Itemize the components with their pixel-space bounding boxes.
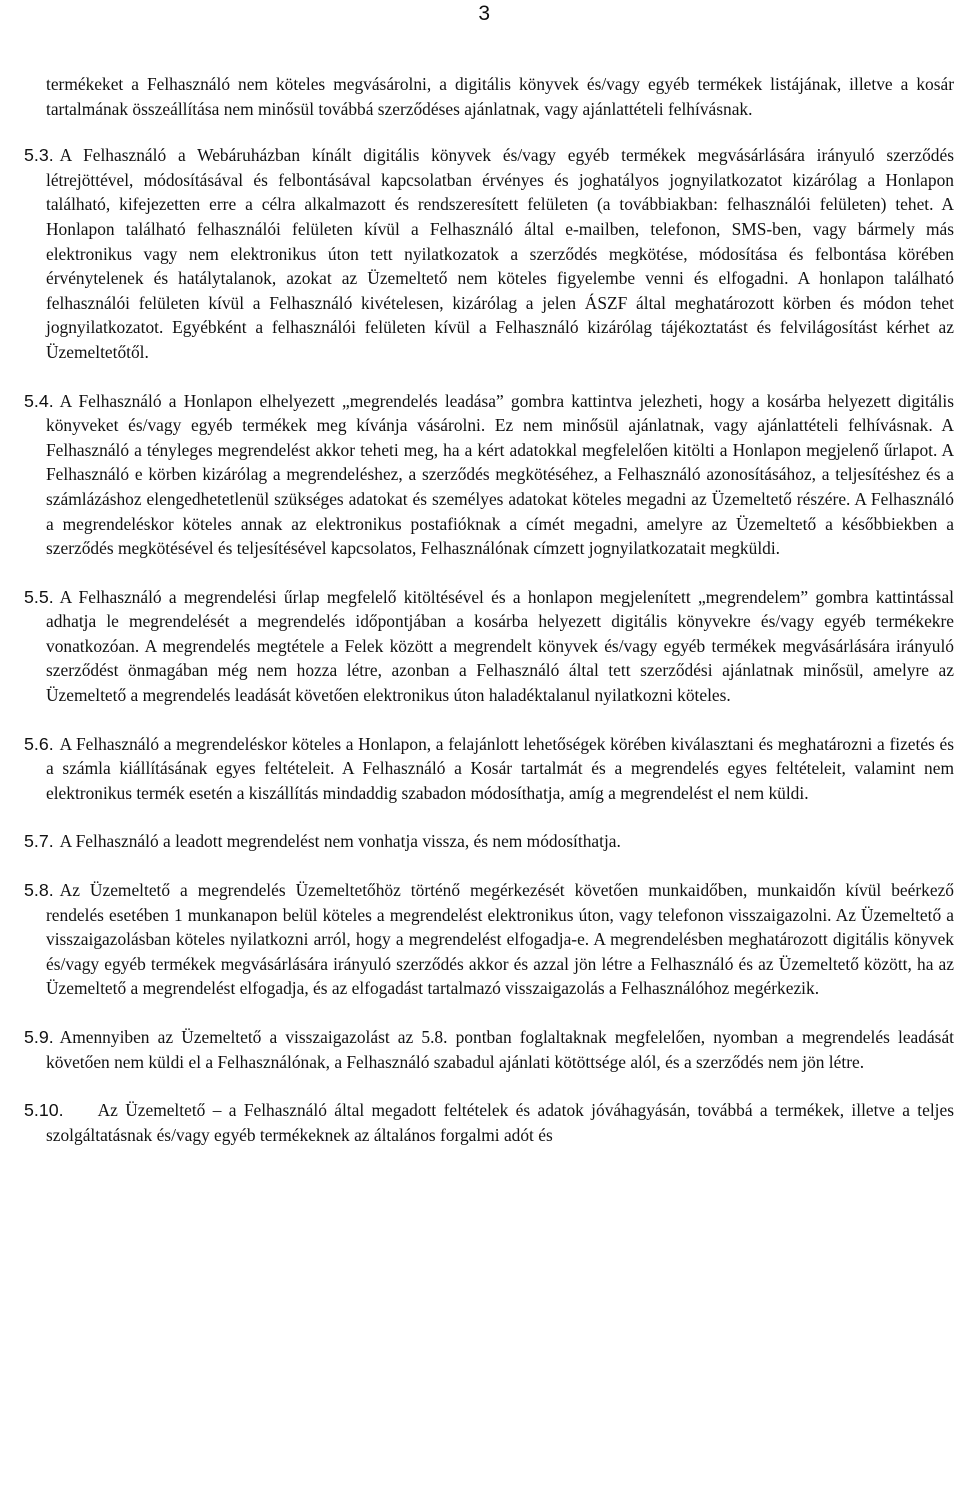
section-number: 5.5.: [24, 586, 54, 607]
section-number: 5.3.: [24, 145, 54, 166]
section-5-9: [24, 1025, 954, 1074]
section-number: 5.4.: [24, 390, 54, 411]
section-text: Az Üzemeltető a megrendelés Üzemeltetőhöz történő megérkezését követően munkaidőben, munkaidőn kívül beérkező rendelés esetében 1 munkanapon belül köteles a megrendelést elektronikus úton, vagy telefonon visszaigazolni. Az Üzemeltető a visszaigazolásban köteles nyilatkozni arról, hogy a megrendelést elfogadja-e. A megrendelésben meghatározott digitális könyvek és/vagy egyéb termékek megvásárlására irányuló szerződés akkor és azzal jön létre a Felhasználó és az Üzemeltető között, ha az Üzemeltető a megrendelést elfogadja, és az elfogadást tartalmazó visszaigazolás a Felhasználóhoz megérkezik.: [46, 880, 954, 999]
section-5-6: [24, 732, 954, 806]
section-text: Amennyiben az Üzemeltető a visszaigazolást az 5.8. pontban foglaltaknak megfelelően, nyomban a megrendelés leadását követően nem küldi el a Felhasználónak, a Felhasználó szabadul ajánlati kötöttsége alól, és a szerződés nem jön létre.: [46, 1027, 954, 1072]
section-5-8: [24, 878, 954, 1001]
section-5-3: [24, 143, 954, 364]
document-body: [24, 72, 954, 1147]
section-number: 5.6.: [24, 733, 54, 754]
section-5-5: [24, 585, 954, 708]
section-number: 5.9.: [24, 1027, 54, 1047]
section-5-4: [24, 389, 954, 561]
section-text: A Felhasználó a megrendelési űrlap megfelelő kitöltésével és a honlapon megjelenített „megrendelem” gombra kattintással adhatja le megrendelését a megrendelés időpontjában a kosárba helyezett digitális könyvekre és/vagy egyéb termékekre vonatkozóan. A megrendelés megtétele a Felek között a megrendelt könyvek és/vagy egyéb termékek megvásárlására irányuló szerződést önmagában még nem hozza létre, azonban a Felhasználó által tett szerződési ajánlatnak minősül, amelyre az Üzemeltető a megrendelés leadását követően elektronikus úton haladéktalanul nyilatkozni köteles.: [46, 586, 954, 706]
section-text: Az Üzemeltető – a Felhasználó által megadott feltételek és adatok jóváhagyásán, továbbá a termékek, illetve a teljes szolgáltatásnak és/vagy egyéb termékeknek az általános forgalmi adót és: [46, 1100, 954, 1145]
section-number: 5.8.: [24, 880, 54, 901]
section-text: A Felhasználó a Webáruházban kínált digitális könyvek és/vagy egyéb termékek megvásárlására irányuló szerződés létrejöttével, módosításával és felbontásával kapcsolatban érvényes és joghatályos jognyilatkozatot kizárólag a Honlapon található, kifejezetten erre a célra alkalmazott és rendszeresített felületen (a továbbiakban: felhasználói felületen) tehet. A Honlapon található felhasználói felületen kívül a Felhasználó által e-mailben, telefonon, SMS-ben, vagy bármely más elektronikus vagy nem elektronikus úton tett nyilatkozatok a szerződés megkötése, módosítása és felbontása körében érvénytelenek és hatálytalanok, azokat az Üzemeltető nem köteles figyelembe venni és elfogadni. A honlapon található felhasználói felületen kívül a Felhasználó kivételesen, kizárólag a jelen ÁSZF által meghatározott körben és módon tehet jognyilatkozatot. Egyébként a felhasználói felületen kívül a Felhasználó kizárólag tájékoztatást és felvilágosítást kérhet az Üzemeltetőtől.: [46, 145, 954, 362]
page-number: 3: [478, 2, 490, 25]
section-5-10: [24, 1098, 954, 1147]
section-text: A Felhasználó a megrendeléskor köteles a Honlapon, a felajánlott lehetőségek körében kiválasztani és meghatározni a fizetés és a számla kiállításának egyes feltételeit. A Felhasználó a Kosár tartalmát és a megrendelés egyes feltételeit, valamint nem elektronikus termék esetén a kiszállítás mindaddig szabadon módosíthatja, amíg a megrendelést el nem küldi.: [46, 733, 954, 803]
section-number: 5.7.: [24, 831, 54, 852]
intro-paragraph: termékeket a Felhasználó nem köteles megvásárolni, a digitális könyvek és/vagy egyéb termékek listájának, illetve a kosár tartalmának összeállítása nem minősül továbbá szerződéses ajánlatnak, vagy ajánlattételi felhívásnak.: [46, 74, 954, 119]
section-text: A Felhasználó a leadott megrendelést nem vonhatja vissza, és nem módosíthatja.: [59, 831, 621, 852]
section-5-7: [24, 829, 954, 854]
section-number: 5.10.: [24, 1100, 64, 1121]
section-text: A Felhasználó a Honlapon elhelyezett „megrendelés leadása” gombra kattintva jelezheti, hogy a kosárba helyezett digitális könyveket és/vagy egyéb termékek meg kívánja vásárolni. Ez nem minősül ajánlatnak, vagy ajánlattételi felhívásnak. A Felhasználó a tényleges megrendelést akkor teheti meg, ha a kért adatokkal megfelelően kitölti a Honlapon megjelenő űrlapot. A Felhasználó e körben kizárólag a megrendeléshez, a szerződés megkötéséhez, a Felhasználó azonosításához, a teljesítéshez és a számlázáshoz elengedhetetlenül szükséges adatokat és személyes adatokat köteles megadni az Üzemeltető részére. A Felhasználó a megrendeléskor köteles annak az elektronikus postafióknak a címét megadni, amelyre az Üzemeltető a későbbiekben a szerződés megkötésével és teljesítésével kapcsolatos, Felhasználónak címzett jognyilatkozatait megküldi.: [46, 390, 954, 559]
